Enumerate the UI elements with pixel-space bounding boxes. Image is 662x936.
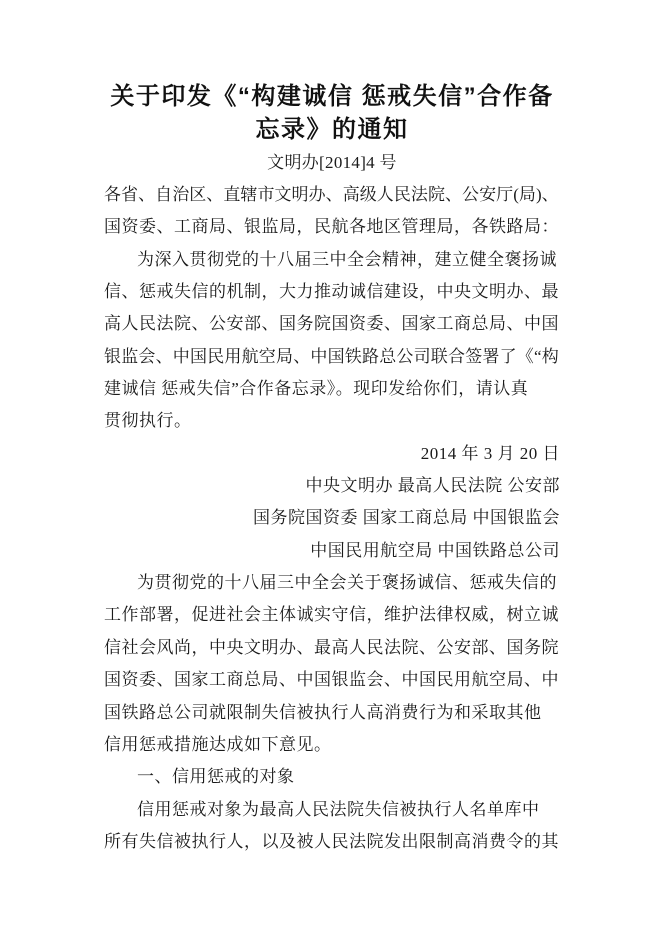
signatory-line: 国务院国资委 国家工商总局 中国银监会 xyxy=(253,508,560,528)
body-paragraph-line: 工作部署，促进社会主体诚实守信，维护法律权威，树立诚 xyxy=(104,605,559,625)
document-title xyxy=(104,80,560,146)
signatory-line: 中央文明办 最高人民法院 公安部 xyxy=(305,476,560,496)
addressee-line: 国资委、工商局、银监局，民航各地区管理局，各铁路局： xyxy=(104,217,559,237)
body-paragraph-line: 信用惩戒措施达成如下意见。 xyxy=(104,734,332,754)
intro-paragraph-line: 信、惩戒失信的机制，大力推动诚信建设，中央文明办、最 xyxy=(104,282,559,302)
intro-paragraph xyxy=(104,244,560,438)
addressee-paragraph xyxy=(104,179,560,244)
body-paragraph-line: 信社会风尚，中央文明办、最高人民法院、公安部、国务院 xyxy=(104,637,559,657)
body-paragraph-line: 国铁路总公司就限制失信被执行人高消费行为和采取其他 xyxy=(104,702,542,722)
intro-paragraph-line: 建诚信 惩戒失信”合作备忘录》。现印发给你们，请认真 xyxy=(104,379,529,399)
signature-block xyxy=(104,438,560,567)
issue-date: 2014 年 3 月 20 日 xyxy=(420,443,560,463)
intro-paragraph-line: 高人民法院、公安部、国务院国资委、国家工商总局、中国 xyxy=(104,314,559,334)
signatory-line: 中国民用航空局 中国铁路总公司 xyxy=(310,540,560,560)
section-paragraph-line: 所有失信被执行人，以及被人民法院发出限制高消费令的其 xyxy=(104,831,559,851)
body-paragraph-line: 国资委、国家工商总局、中国银监会、中国民用航空局、中 xyxy=(104,670,559,690)
document-number: 文明办[2014]4 号 xyxy=(267,153,397,172)
section-heading: 一、信用惩戒的对象 xyxy=(137,767,295,787)
title-line: 忘录》的通知 xyxy=(255,116,409,143)
title-line: 关于印发《“构建诚信 惩戒失信”合作备 xyxy=(110,83,554,110)
section-paragraph-line: 信用惩戒对象为最高人民法院失信被执行人名单库中 xyxy=(137,799,540,819)
intro-paragraph-line: 贯彻执行。 xyxy=(104,411,192,431)
intro-paragraph-line: 银监会、中国民用航空局、中国铁路总公司联合签署了《“构 xyxy=(104,346,559,366)
body-paragraph-line: 为贯彻党的十八届三中全会关于褒扬诚信、惩戒失信的 xyxy=(137,573,557,593)
intro-paragraph-line: 为深入贯彻党的十八届三中全会精神，建立健全褒扬诚 xyxy=(137,249,557,269)
body-paragraph xyxy=(104,567,560,761)
document-content xyxy=(104,80,560,858)
section-paragraph xyxy=(104,794,560,859)
addressee-line: 各省、自治区、直辖市文明办、高级人民法院、公安厅(局)、 xyxy=(104,185,559,204)
